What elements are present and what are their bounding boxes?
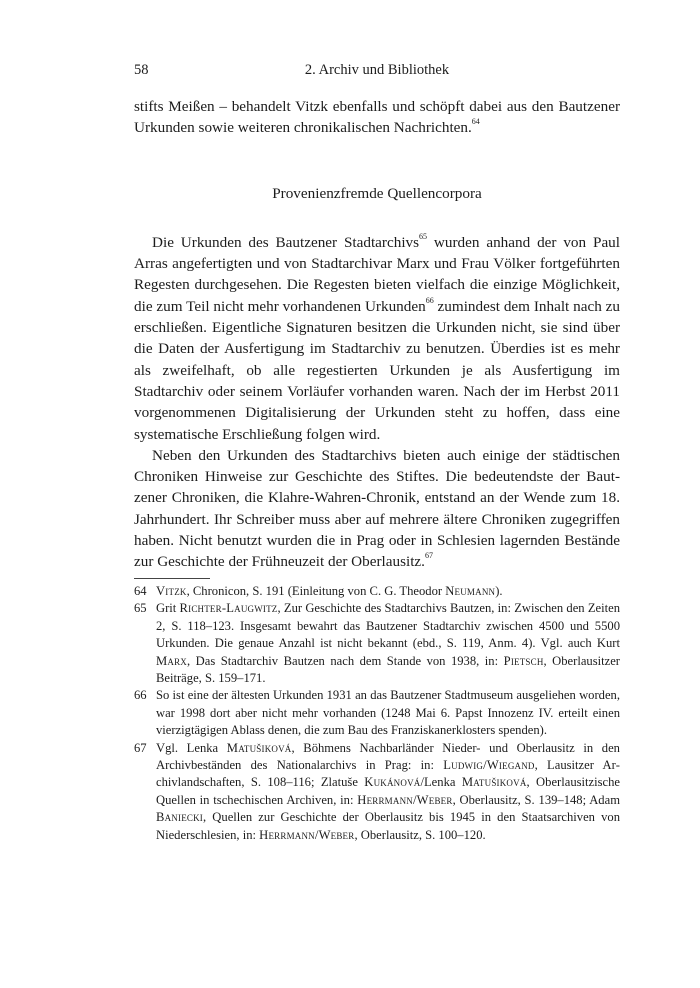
footnote-ref-64[interactable]: 64: [471, 117, 480, 127]
footnote-number: 66: [134, 688, 147, 703]
footnote-text: Grit Richter-Laugwitz, Zur Geschichte des Stadtarchivs Bautzen, in: Zwischen den Zeiten 2, S. 118–123. Insgesamt bewahrt das Bautzener Stadtarchiv zwischen 4500 und 5500 Urkunden. Die genaue Anzahl ist nicht bekannt (ebd., S. 119, Anm. 4). Vgl. auch Kurt Marx, Das Stadtarchiv Bautzen nach dem Stande von 1938, in: Pietsch, Oberlausitzer Beiträge, S. 159–171.: [156, 601, 620, 686]
footnote-ref-67[interactable]: 67: [424, 551, 433, 561]
footnote-64: [134, 583, 620, 600]
footnote-65: [134, 600, 620, 687]
paragraph: Die Urkunden des Bautzener Stadtarchivs$^{65}$ wurden anhand der von Paul Arras angefertigten und von Stadtarchivar Marx und Frau Völker fortgeführten Regesten durchgesehen. Die Regesten bieten vielfach die einzige Möglichkeit, die zum Teil nicht mehr vorhandenen Urkunden$^{66}$ zumindest dem Inhalt nach zu erschließen. Eigentliche Signaturen besitzen die Urkunden nicht, sie sind über die Daten der Ausfertigung im Stadtarchiv zu benutzen. Überdies ist es mehr als zweifelhaft, ob alle regestierten Urkunden je als Ausfertigung im Stadtarchiv oder seinem Vorläufer vorhanden waren. Nach der im Herbst 2011 vorgenommenen Digitalisierung der Urkunden steht zu hoffen, dass eine systematische Erschließung folgen wird.: [134, 231, 620, 443]
section-heading: Provenienzfremde Quellencorpora: [272, 184, 482, 202]
footnote-text: Vitzk, Chronicon, S. 191 (Einleitung von C. G. Theodor Neumann).: [156, 584, 503, 598]
footnote-separator: [134, 578, 210, 579]
footnote-text: So ist eine der ältesten Urkunden 1931 an das Bautzener Stadtmuseum ausgeliehen worden, war 1998 dort aber nicht mehr vorhanden (1248 Mai 6. Papst Innozenz IV. erteilt einen vierzigtägigen Ablass denen, die zum Bau des Franziskanerklosters spenden).: [156, 688, 620, 738]
paragraph: Neben den Urkunden des Stadtarchivs bieten auch einige der städtischen Chroniken Hinweise zur Geschichte des Stiftes. Die bedeutendste der Bautzener Chroniken, die Klahre-Wahren-Chronik, entstand an der Wende zum 18. Jahrhundert. Ihr Schreiber muss aber auf mehrere ältere Chroniken zugegriffen haben. Nicht benutzt wurden die in Prag oder in Schlesien lagernden Bestände zur Geschichte der Frühneuzeit der Oberlausitz.$^{67}$: [134, 446, 620, 571]
footnote-ref-66[interactable]: 66: [425, 295, 434, 305]
page-number: 58: [134, 62, 149, 78]
footnote-66: [134, 687, 620, 739]
footnote-67: [134, 740, 620, 844]
running-title: 2. Archiv und Bibliothek: [304, 62, 450, 78]
footnote-number: 65: [134, 601, 147, 616]
footnote-text: Vgl. Lenka Matušiková, Böhmens Nachbarländer Nieder- und Oberlausitz in den Archivbeständen des Nationalarchivs in Prag: in: Ludwig/Wiegand, Lausitzer Archivlandschaften, S. 108–116; Zlatuše Kukánová/Lenka Matušiková, Oberlausitzische Quellen in tschechischen Archiven, in: Herrmann/Weber, Oberlausitz, S. 139–148; Adam Baniecki, Quellen zur Geschichte der Oberlausitz bis 1945 in den Staatsarchiven von Niederschlesien, in: Herrmann/Weber, Oberlausitz, S. 100–120.: [156, 740, 620, 842]
footnote-ref-65[interactable]: 65: [419, 231, 428, 241]
footnote-number: 64: [134, 584, 147, 598]
main-text: [134, 96, 620, 573]
footnote-number: 67: [134, 740, 147, 755]
footnotes: [134, 583, 620, 844]
paragraph-continued: stifts Meißen – behandelt Vitzk ebenfalls und schöpft dabei aus den Bautzener Urkunden sowie weiteren chronikalischen Nachrichten.$^{64}$: [134, 98, 620, 137]
